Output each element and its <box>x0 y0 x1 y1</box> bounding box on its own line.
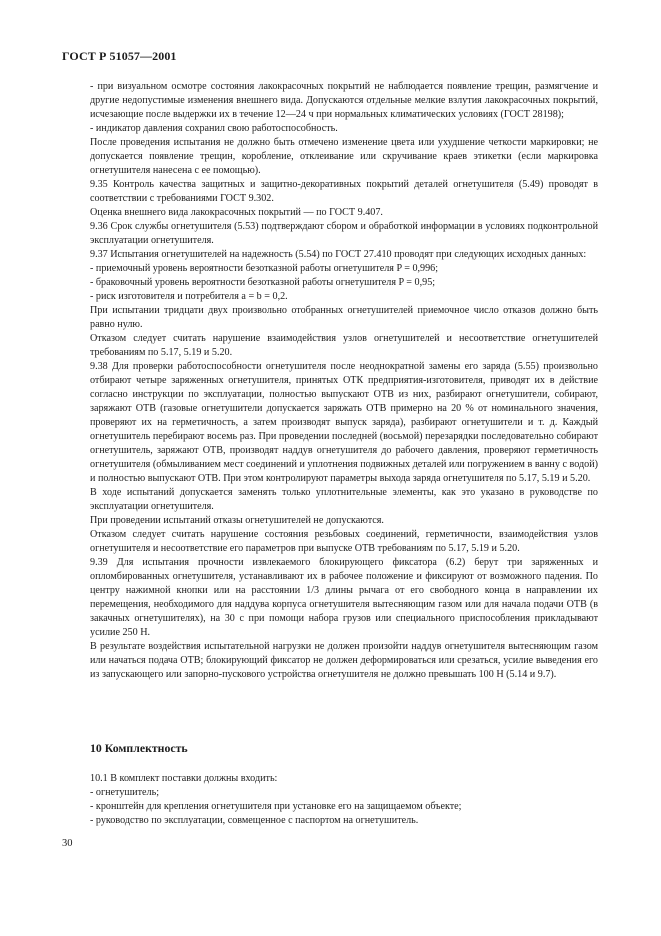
paragraph: В результате воздействия испытательной нагрузки не должен произойти наддув огнетушителя вытесняющим газом или начаться подача ОТВ; блокирующий фиксатор не должен деформироваться или срезаться, усилие выведения его из запускающего или запорно-пускового устройства огнетушителя не должно превышать 100 Н (5.14 и 9.7). <box>90 641 598 680</box>
paragraph: - при визуальном осмотре состояния лакокрасочных покрытий не наблюдается появление трещин, размягчение и другие недопустимые изменения внешнего вида. Допускаются отдельные мелкие взлутия лакокрасочных покрытий, исчезающие после выдержки их в течение 12—24 ч при нормальных климатических условиях (ГОСТ 28198); <box>90 81 598 120</box>
paragraph: 9.38 Для проверки работоспособности огнетушителя после неоднократной замены его заряда (5.55) произвольно отбирают четыре заряженных огнетушителя, принятых ОТК предприятия-изготовителя, приводят их в действие согласно инструкции по эксплуатации, полностью выпускают ОТВ из них, разбирают огнетушители, собирают, заряжают ОТВ (газовые огнетушители допускается заряжать ОТВ примерно на 20 % от номинального значения, проверяют их на герметичность, а затем производят выпуск заряда), разбирают огнетушители и т. д. Каждый огнетушитель перебирают восемь раз. При проведении последней (восьмой) перезарядки последовательно собирают огнетушитель, заряжают ОТВ, производят наддув огнетушителя до рабочего давления, проверяют герметичность огнетушителя (обмыливанием мест соединений и уплотнения подвижных деталей или погружением в ванну с водой) и полностью выпускают ОТВ. При этом контролируют параметры выхода заряда огнетушителя по 5.17, 5.19 и 5.20. <box>90 361 598 484</box>
section-body <box>90 772 598 828</box>
paragraph: После проведения испытания не должно быть отмечено изменение цвета или ухудшение четкости маркировки; не допускается появление трещин, коробление, отклеивание или скручивание краев этикетки (если маркировка огнетушителя нанесена с ее помощью). <box>90 137 598 176</box>
paragraph: Отказом следует считать нарушение взаимодействия узлов огнетушителей и несоответствие огнетушителей требованиям по 5.17, 5.19 и 5.20. <box>90 333 598 358</box>
paragraph: 9.35 Контроль качества защитных и защитно-декоративных покрытий деталей огнетушителя (5.49) проводят в соответствии с требованиями ГОСТ 9.302. <box>90 179 598 204</box>
list-item: - кронштейн для крепления огнетушителя при установке его на защищаемом объекте; <box>90 801 462 813</box>
paragraph: - риск изготовителя и потребителя a = b = 0,2. <box>90 291 288 302</box>
paragraph: - приемочный уровень вероятности безотказной работы огнетушителя P = 0,996; <box>90 263 439 274</box>
page-number: 30 <box>62 838 73 849</box>
section-title: 10 Комплектность <box>90 741 188 755</box>
list-item: - огнетушитель; <box>90 787 160 799</box>
body-text <box>90 80 598 682</box>
paragraph: Оценка внешнего вида лакокрасочных покрытий — по ГОСТ 9.407. <box>90 207 383 218</box>
paragraph: - браковочный уровень вероятности безотказной работы огнетушителя P = 0,95; <box>90 277 436 288</box>
paragraph: 9.36 Срок службы огнетушителя (5.53) подтверждают сбором и обработкой информации в условиях подконтрольной эксплуатации огнетушителя. <box>90 221 598 246</box>
paragraph: Отказом следует считать нарушение состояния резьбовых соединений, герметичности, взаимодействия узлов огнетушителя и несоответствие его параметров при выпуске ОТВ требованиям по 5.17, 5.19 и 5.20. <box>90 529 598 554</box>
list-item: 10.1 В комплект поставки должны входить: <box>90 773 278 784</box>
paragraph: - индикатор давления сохранил свою работоспособность. <box>90 123 338 134</box>
list-item: - руководство по эксплуатации, совмещенное с паспортом на огнетушитель. <box>90 815 419 827</box>
paragraph: При проведении испытаний отказы огнетушителей не допускаются. <box>90 515 384 526</box>
paragraph: При испытании тридцати двух произвольно отобранных огнетушителей приемочное число отказов должно быть равно нулю. <box>90 305 598 330</box>
document-header: ГОСТ Р 51057—2001 <box>62 49 177 63</box>
paragraph: 9.37 Испытания огнетушителей на надежность (5.54) по ГОСТ 27.410 проводят при следующих исходных данных: <box>90 249 587 260</box>
paragraph: В ходе испытаний допускается заменять только уплотнительные элементы, как это указано в руководстве по эксплуатации огнетушителя. <box>90 487 598 512</box>
paragraph: 9.39 Для испытания прочности извлекаемого блокирующего фиксатора (6.2) берут три заряженных и опломбированных огнетушителя, устанавливают их в рабочее положение и фиксируют от возможного падения. По центру нажимной кнопки или на расстоянии 1/3 длины рычага от его свободного конца в направлении их перемещения, необходимого для наддува корпуса огнетушителя вытесняющим газом или для начала подачи ОТВ (в закачных огнетушителях), на 30 с при помощи набора грузов или специального приспособления прикладывают усилие 250 Н. <box>90 557 598 638</box>
